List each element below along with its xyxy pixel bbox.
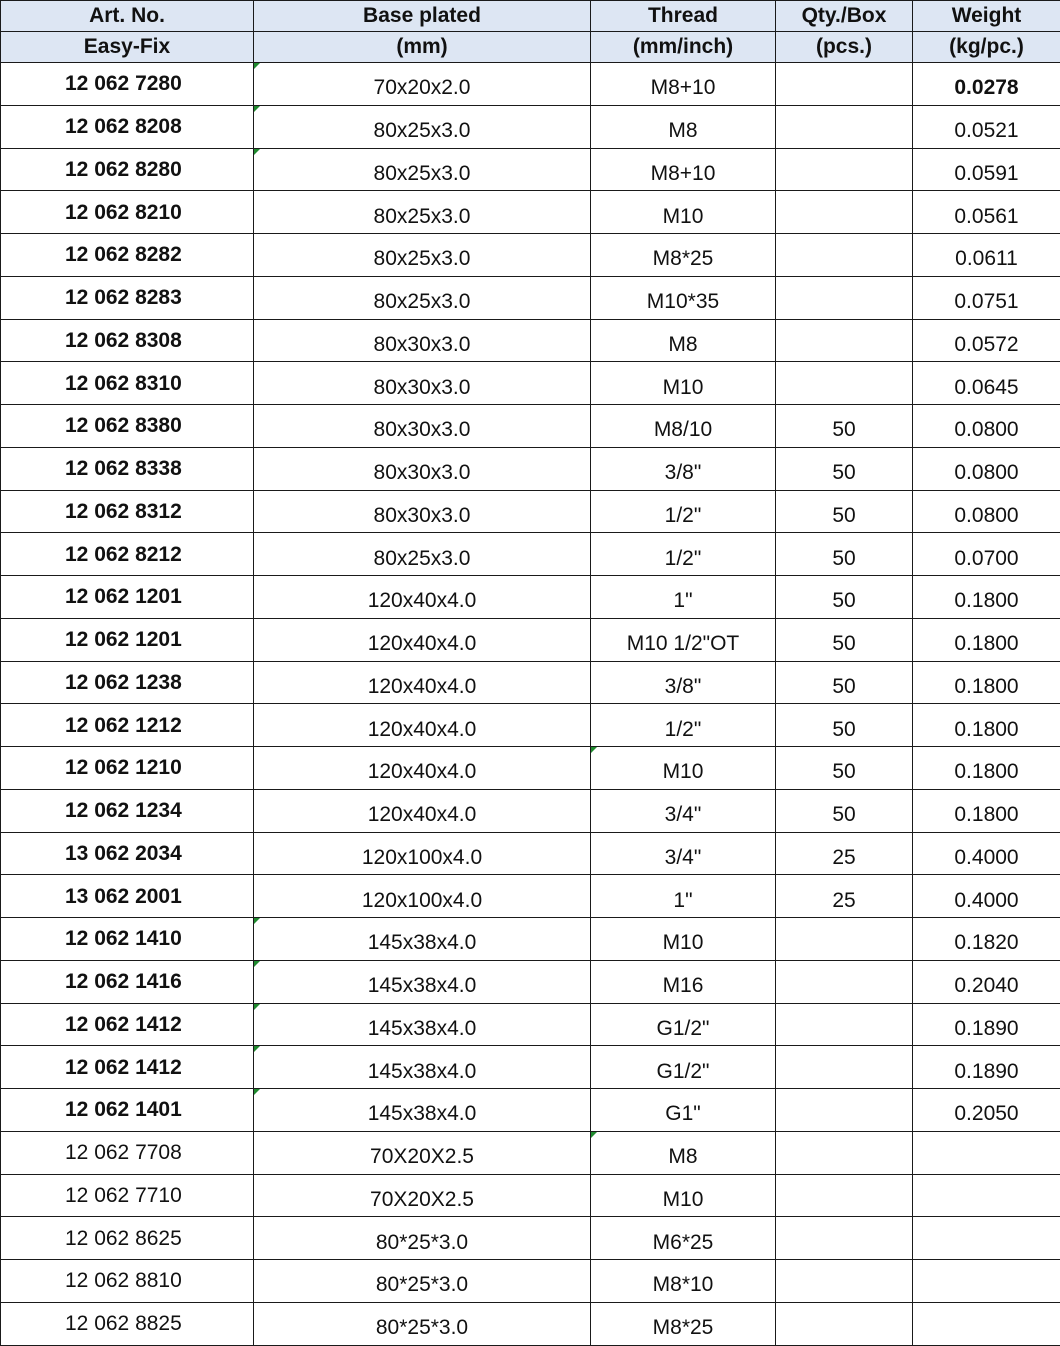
cell-art-no: 12 062 1212 <box>1 704 254 747</box>
header-qty-box: Qty./Box <box>776 1 913 32</box>
cell-weight: 0.1820 <box>913 918 1060 961</box>
cell-weight: 0.0800 <box>913 447 1060 490</box>
cell-qty-box <box>776 1131 913 1174</box>
cell-qty-box <box>776 276 913 319</box>
table-row <box>1 234 1060 277</box>
cell-base-plated: 80x25x3.0 <box>254 533 591 576</box>
cell-base-plated: 145x38x4.0 <box>254 960 591 1003</box>
header-base-unit: (mm) <box>254 32 591 63</box>
cell-qty-box <box>776 1174 913 1217</box>
cell-weight: 0.2040 <box>913 960 1060 1003</box>
cell-base-plated: 120x40x4.0 <box>254 576 591 619</box>
cell-weight <box>913 1217 1060 1260</box>
cell-base-plated: 120x40x4.0 <box>254 789 591 832</box>
table-row <box>1 362 1060 405</box>
cell-weight: 0.0278 <box>913 63 1060 106</box>
cell-weight: 0.2050 <box>913 1089 1060 1132</box>
cell-base-plated: 80x25x3.0 <box>254 276 591 319</box>
cell-qty-box <box>776 319 913 362</box>
cell-thread: 1" <box>591 875 776 918</box>
cell-weight <box>913 1302 1060 1345</box>
cell-weight: 0.0751 <box>913 276 1060 319</box>
cell-base-plated: 120x100x4.0 <box>254 832 591 875</box>
cell-qty-box: 50 <box>776 747 913 790</box>
cell-base-plated: 120x100x4.0 <box>254 875 591 918</box>
table-row <box>1 447 1060 490</box>
table-body <box>1 63 1060 1346</box>
cell-thread: M10 <box>591 747 776 790</box>
cell-thread: M8/10 <box>591 405 776 448</box>
cell-qty-box <box>776 1003 913 1046</box>
table-row <box>1 832 1060 875</box>
cell-qty-box: 50 <box>776 405 913 448</box>
cell-qty-box: 50 <box>776 789 913 832</box>
cell-weight: 0.0645 <box>913 362 1060 405</box>
table-row <box>1 875 1060 918</box>
header-weight: Weight <box>913 1 1060 32</box>
cell-art-no: 12 062 1412 <box>1 1046 254 1089</box>
cell-art-no: 12 062 8283 <box>1 276 254 319</box>
cell-weight: 0.0591 <box>913 148 1060 191</box>
cell-art-no: 12 062 1401 <box>1 1089 254 1132</box>
cell-art-no: 12 062 1416 <box>1 960 254 1003</box>
header-thread-unit: (mm/inch) <box>591 32 776 63</box>
cell-art-no: 12 062 8280 <box>1 148 254 191</box>
cell-thread: 3/4" <box>591 832 776 875</box>
cell-weight: 0.0561 <box>913 191 1060 234</box>
table-row <box>1 63 1060 106</box>
table-row <box>1 576 1060 619</box>
cell-thread: M8*25 <box>591 1302 776 1345</box>
table-row <box>1 704 1060 747</box>
cell-base-plated: 120x40x4.0 <box>254 747 591 790</box>
cell-base-plated: 80x25x3.0 <box>254 105 591 148</box>
cell-weight: 0.0800 <box>913 490 1060 533</box>
cell-art-no: 13 062 2034 <box>1 832 254 875</box>
cell-weight: 0.0611 <box>913 234 1060 277</box>
cell-thread: M8 <box>591 105 776 148</box>
cell-qty-box: 25 <box>776 832 913 875</box>
table-row <box>1 918 1060 961</box>
header-easy-fix: Easy-Fix <box>1 32 254 63</box>
table-row <box>1 960 1060 1003</box>
cell-thread: G1" <box>591 1089 776 1132</box>
cell-base-plated: 80x30x3.0 <box>254 490 591 533</box>
cell-qty-box: 50 <box>776 447 913 490</box>
cell-qty-box <box>776 234 913 277</box>
cell-qty-box: 50 <box>776 661 913 704</box>
cell-art-no: 12 062 8282 <box>1 234 254 277</box>
cell-weight: 0.0572 <box>913 319 1060 362</box>
cell-art-no: 12 062 1410 <box>1 918 254 961</box>
cell-base-plated: 80x25x3.0 <box>254 148 591 191</box>
cell-weight: 0.0521 <box>913 105 1060 148</box>
cell-qty-box: 50 <box>776 490 913 533</box>
cell-weight: 0.1800 <box>913 661 1060 704</box>
cell-art-no: 12 062 8208 <box>1 105 254 148</box>
cell-qty-box: 50 <box>776 704 913 747</box>
cell-qty-box: 50 <box>776 618 913 661</box>
cell-art-no: 12 062 8810 <box>1 1260 254 1303</box>
cell-base-plated: 80*25*3.0 <box>254 1217 591 1260</box>
cell-qty-box: 50 <box>776 576 913 619</box>
cell-qty-box <box>776 63 913 106</box>
cell-base-plated: 80x30x3.0 <box>254 447 591 490</box>
cell-qty-box <box>776 1260 913 1303</box>
cell-base-plated: 80x30x3.0 <box>254 362 591 405</box>
header-thread: Thread <box>591 1 776 32</box>
table-row <box>1 105 1060 148</box>
cell-art-no: 12 062 1412 <box>1 1003 254 1046</box>
cell-weight <box>913 1174 1060 1217</box>
cell-base-plated: 80x25x3.0 <box>254 234 591 277</box>
cell-weight: 0.1800 <box>913 704 1060 747</box>
cell-art-no: 12 062 8308 <box>1 319 254 362</box>
table-header <box>1 1 1060 63</box>
cell-qty-box <box>776 191 913 234</box>
table-row <box>1 1089 1060 1132</box>
table-row <box>1 405 1060 448</box>
cell-thread: 1/2" <box>591 704 776 747</box>
table-row <box>1 1217 1060 1260</box>
cell-art-no: 13 062 2001 <box>1 875 254 918</box>
cell-art-no: 12 062 8380 <box>1 405 254 448</box>
cell-thread: 3/8" <box>591 447 776 490</box>
cell-weight: 0.1800 <box>913 789 1060 832</box>
cell-qty-box <box>776 960 913 1003</box>
cell-thread: M6*25 <box>591 1217 776 1260</box>
cell-weight: 0.1890 <box>913 1046 1060 1089</box>
cell-base-plated: 70X20X2.5 <box>254 1174 591 1217</box>
cell-qty-box <box>776 105 913 148</box>
cell-art-no: 12 062 1238 <box>1 661 254 704</box>
cell-art-no: 12 062 8210 <box>1 191 254 234</box>
cell-qty-box <box>776 1217 913 1260</box>
cell-base-plated: 120x40x4.0 <box>254 618 591 661</box>
header-qty-unit: (pcs.) <box>776 32 913 63</box>
cell-art-no: 12 062 8625 <box>1 1217 254 1260</box>
cell-thread: M8*10 <box>591 1260 776 1303</box>
cell-qty-box <box>776 918 913 961</box>
table-row <box>1 1174 1060 1217</box>
cell-thread: M10*35 <box>591 276 776 319</box>
table-row <box>1 1003 1060 1046</box>
cell-art-no: 12 062 8212 <box>1 533 254 576</box>
table-row <box>1 618 1060 661</box>
cell-base-plated: 120x40x4.0 <box>254 661 591 704</box>
cell-thread: M10 <box>591 362 776 405</box>
table-row <box>1 747 1060 790</box>
table-row <box>1 789 1060 832</box>
cell-thread: M10 <box>591 1174 776 1217</box>
cell-base-plated: 80x25x3.0 <box>254 191 591 234</box>
cell-thread: M8+10 <box>591 63 776 106</box>
cell-thread: M16 <box>591 960 776 1003</box>
table-row <box>1 490 1060 533</box>
cell-weight: 0.1800 <box>913 576 1060 619</box>
cell-art-no: 12 062 7710 <box>1 1174 254 1217</box>
cell-base-plated: 80x30x3.0 <box>254 319 591 362</box>
cell-thread: G1/2" <box>591 1003 776 1046</box>
cell-art-no: 12 062 8825 <box>1 1302 254 1345</box>
cell-thread: 3/8" <box>591 661 776 704</box>
table-row <box>1 1302 1060 1345</box>
cell-weight: 0.1800 <box>913 618 1060 661</box>
cell-art-no: 12 062 1201 <box>1 618 254 661</box>
cell-thread: 3/4" <box>591 789 776 832</box>
cell-thread: M10 <box>591 191 776 234</box>
header-row-titles <box>1 1 1060 32</box>
cell-base-plated: 120x40x4.0 <box>254 704 591 747</box>
table-row <box>1 661 1060 704</box>
cell-qty-box <box>776 362 913 405</box>
cell-base-plated: 70x20x2.0 <box>254 63 591 106</box>
cell-weight: 0.1890 <box>913 1003 1060 1046</box>
cell-weight <box>913 1131 1060 1174</box>
cell-base-plated: 80x30x3.0 <box>254 405 591 448</box>
cell-art-no: 12 062 1234 <box>1 789 254 832</box>
cell-art-no: 12 062 1210 <box>1 747 254 790</box>
cell-thread: 1/2" <box>591 533 776 576</box>
cell-base-plated: 80*25*3.0 <box>254 1260 591 1303</box>
cell-base-plated: 145x38x4.0 <box>254 918 591 961</box>
cell-base-plated: 145x38x4.0 <box>254 1003 591 1046</box>
cell-qty-box <box>776 1089 913 1132</box>
header-row-units <box>1 32 1060 63</box>
cell-weight: 0.0700 <box>913 533 1060 576</box>
cell-qty-box <box>776 148 913 191</box>
cell-base-plated: 145x38x4.0 <box>254 1089 591 1132</box>
cell-thread: M10 1/2"OT <box>591 618 776 661</box>
cell-qty-box: 50 <box>776 533 913 576</box>
cell-qty-box <box>776 1302 913 1345</box>
cell-thread: G1/2" <box>591 1046 776 1089</box>
cell-weight: 0.0800 <box>913 405 1060 448</box>
table-row <box>1 533 1060 576</box>
cell-weight: 0.4000 <box>913 875 1060 918</box>
header-base-plated: Base plated <box>254 1 591 32</box>
table-row <box>1 148 1060 191</box>
table-row <box>1 1131 1060 1174</box>
cell-art-no: 12 062 7708 <box>1 1131 254 1174</box>
header-art-no: Art. No. <box>1 1 254 32</box>
table-row <box>1 1046 1060 1089</box>
cell-thread: M8+10 <box>591 148 776 191</box>
cell-art-no: 12 062 8338 <box>1 447 254 490</box>
cell-qty-box <box>776 1046 913 1089</box>
cell-art-no: 12 062 8312 <box>1 490 254 533</box>
table-row <box>1 276 1060 319</box>
cell-base-plated: 145x38x4.0 <box>254 1046 591 1089</box>
cell-thread: M8 <box>591 319 776 362</box>
cell-weight: 0.4000 <box>913 832 1060 875</box>
cell-thread: M8*25 <box>591 234 776 277</box>
cell-thread: 1/2" <box>591 490 776 533</box>
cell-thread: M10 <box>591 918 776 961</box>
cell-base-plated: 70X20X2.5 <box>254 1131 591 1174</box>
cell-weight: 0.1800 <box>913 747 1060 790</box>
cell-art-no: 12 062 8310 <box>1 362 254 405</box>
table-row <box>1 1260 1060 1303</box>
table-row <box>1 319 1060 362</box>
cell-art-no: 12 062 7280 <box>1 63 254 106</box>
cell-qty-box: 25 <box>776 875 913 918</box>
header-weight-unit: (kg/pc.) <box>913 32 1060 63</box>
cell-thread: 1" <box>591 576 776 619</box>
table-row <box>1 191 1060 234</box>
cell-weight <box>913 1260 1060 1303</box>
cell-thread: M8 <box>591 1131 776 1174</box>
cell-base-plated: 80*25*3.0 <box>254 1302 591 1345</box>
cell-art-no: 12 062 1201 <box>1 576 254 619</box>
